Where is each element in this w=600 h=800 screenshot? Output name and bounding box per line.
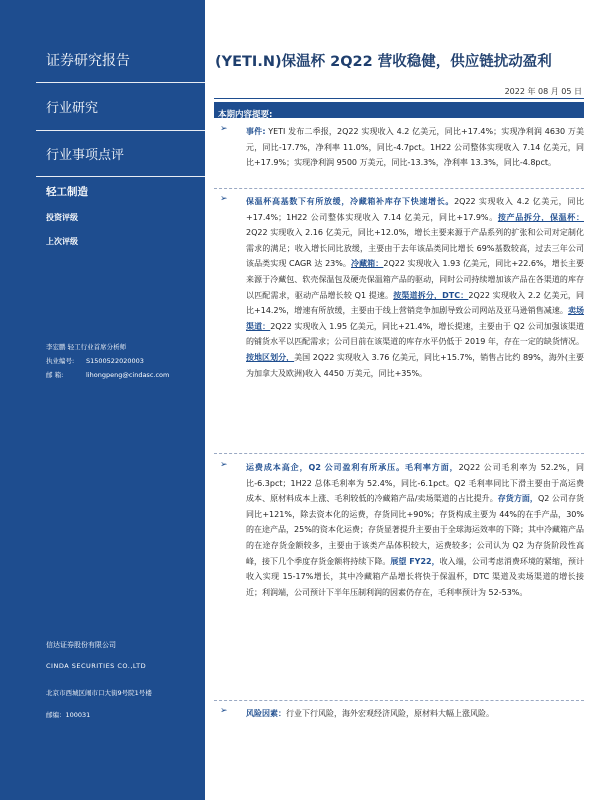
summary-section-bar xyxy=(214,102,584,118)
prev-rating-label: 上次评级 xyxy=(46,237,78,246)
report-type: 证券研究报告 xyxy=(46,53,130,69)
company-address: 北京市西城区闹市口大街9号院1号楼 xyxy=(46,689,152,697)
analyst-info xyxy=(0,340,205,382)
sector-name: 轻工制造 xyxy=(46,186,88,198)
bullet-text: 运费成本高企，Q2 公司盈利有所承压。毛利率方面，2Q22 公司毛利率为 52.2%，同比-6.3pct；1H22 总体毛利率为 52.4%，同比-6.1pct。Q2 毛利率同比下滑主要由于高运费成本、原材料成本上涨、毛利较低的冷藏箱产品/卖场渠道的占比提升。存货方面，Q2 公司存货同比+121%，除去资本化的运费，存货同比+90%；存货构成主要为 44%的在手产品，30%的在途产品，25%的资本化运费；存货显著提升主要由于全球海运效率的下降；其中冷藏箱产品的在途存货金额较多，主要由于该类产品体积较大，运费较多；公司认为 Q2 为存货阶段性高峰，接下几个季度存货金额将持续下降。展望 FY22，收入端，公司考虑消费环境的紧缩，预计收入实现 15-17%增长，其中冷藏箱产品增长将快于保温杯，DTC 渠道及卖场渠道的增长接近；利润端，公司预计下半年压制利润的因素仍存在，毛利率预计为 52-53%。 xyxy=(246,463,584,597)
analyst-name: 李宏鹏 轻工行业首席分析师 xyxy=(46,343,127,351)
arrow-bullet-icon: ➢ xyxy=(220,124,228,134)
analyst-email: 邮 箱: lihongpeng@cindasc.com xyxy=(46,371,170,379)
company-name: 信达证券股份有限公司 xyxy=(46,641,116,649)
analyst-license: 执业编号: S1500522020003 xyxy=(46,357,144,365)
sidebar-divider xyxy=(36,82,205,83)
report-subcategory: 行业事项点评 xyxy=(46,148,125,163)
dashed-divider xyxy=(214,188,584,190)
bullet-text: 风险因素：行业下行风险，海外宏观经济风险，原材料大幅上涨风险。 xyxy=(246,709,494,718)
report-date: 2022 年 08 月 05 日 xyxy=(504,87,582,96)
company-name-en: CINDA SECURITIES CO.,LTD xyxy=(46,662,147,670)
sidebar-divider xyxy=(36,130,205,131)
report-category: 行业研究 xyxy=(46,101,99,116)
report-title: (YETI.N)保温杯 2Q22 营收稳健，供应链扰动盈利 xyxy=(215,54,552,70)
rating-label: 投资评级 xyxy=(46,213,78,222)
dashed-divider xyxy=(214,700,584,702)
dashed-divider xyxy=(214,453,584,455)
section-heading: 本期内容提要: xyxy=(218,110,273,120)
sidebar-divider xyxy=(36,176,205,177)
company-postcode: 邮编：100031 xyxy=(46,711,91,719)
arrow-bullet-icon: ➢ xyxy=(220,194,228,204)
arrow-bullet-icon: ➢ xyxy=(220,460,228,470)
bullet-text: 事件: YETI 发布二季报，2Q22 实现收入 4.2 亿美元，同比+17.4%；实现净利润 4630 万美元，同比-17.7%，净利率 11.0%，同比-4.7pct。1H22 公司整体实现收入 7.14 亿美元，同比+17.9%；实现净利润 9500 万美元，同比-13.3%，净利率 13.3%，同比-4.8pct。 xyxy=(246,127,584,168)
header-rule xyxy=(214,98,584,99)
arrow-bullet-icon: ➢ xyxy=(220,706,228,716)
bullet-text: 保温杯高基数下有所放缓，冷藏箱补库存下快速增长。2Q22 实现收入 4.2 亿美元，同比+17.4%；1H22 公司整体实现收入 7.14 亿美元，同比+17.9%。按产品拆分，保温杯：2Q22 实现收入 2.16 亿美元，同比+12.0%，增长主要来源于产品系列的扩张和公司对定制化需求的满足；收入增长同比放缓，主要由于去年该品类同比增长 69%基数较高，过去三年公司该品类实现 CAGR 达 23%。冷藏箱：2Q22 实现收入 1.93 亿美元，同比+22.6%，增长主要来源于冷藏包、软壳保温包及硬壳保温箱产品的驱动，同时公司持续增加该产品在各渠道的库存以匹配需求，驱动产品增长较 Q1 提速。按渠道拆分，DTC：2Q22 实现收入 2.2 亿美元，同比+14.2%，增速有所放缓，主要由于线上营销竞争加剧导致公司网站及亚马逊销售减速。卖场渠道：2Q22 实现收入 1.95 亿美元，同比+21.4%，增长提速，主要由于 Q2 公司加强该渠道的铺货水平以匹配需求；公司目前在该渠道的库存水平仍低于 2019 年，存在一定的缺货情况。按地区划分，美国 2Q22 实现收入 3.76 亿美元，同比+15.7%，销售占比约 89%，海外(主要为加拿大及欧洲)收入 4450 万美元，同比+35%。 xyxy=(246,197,585,378)
